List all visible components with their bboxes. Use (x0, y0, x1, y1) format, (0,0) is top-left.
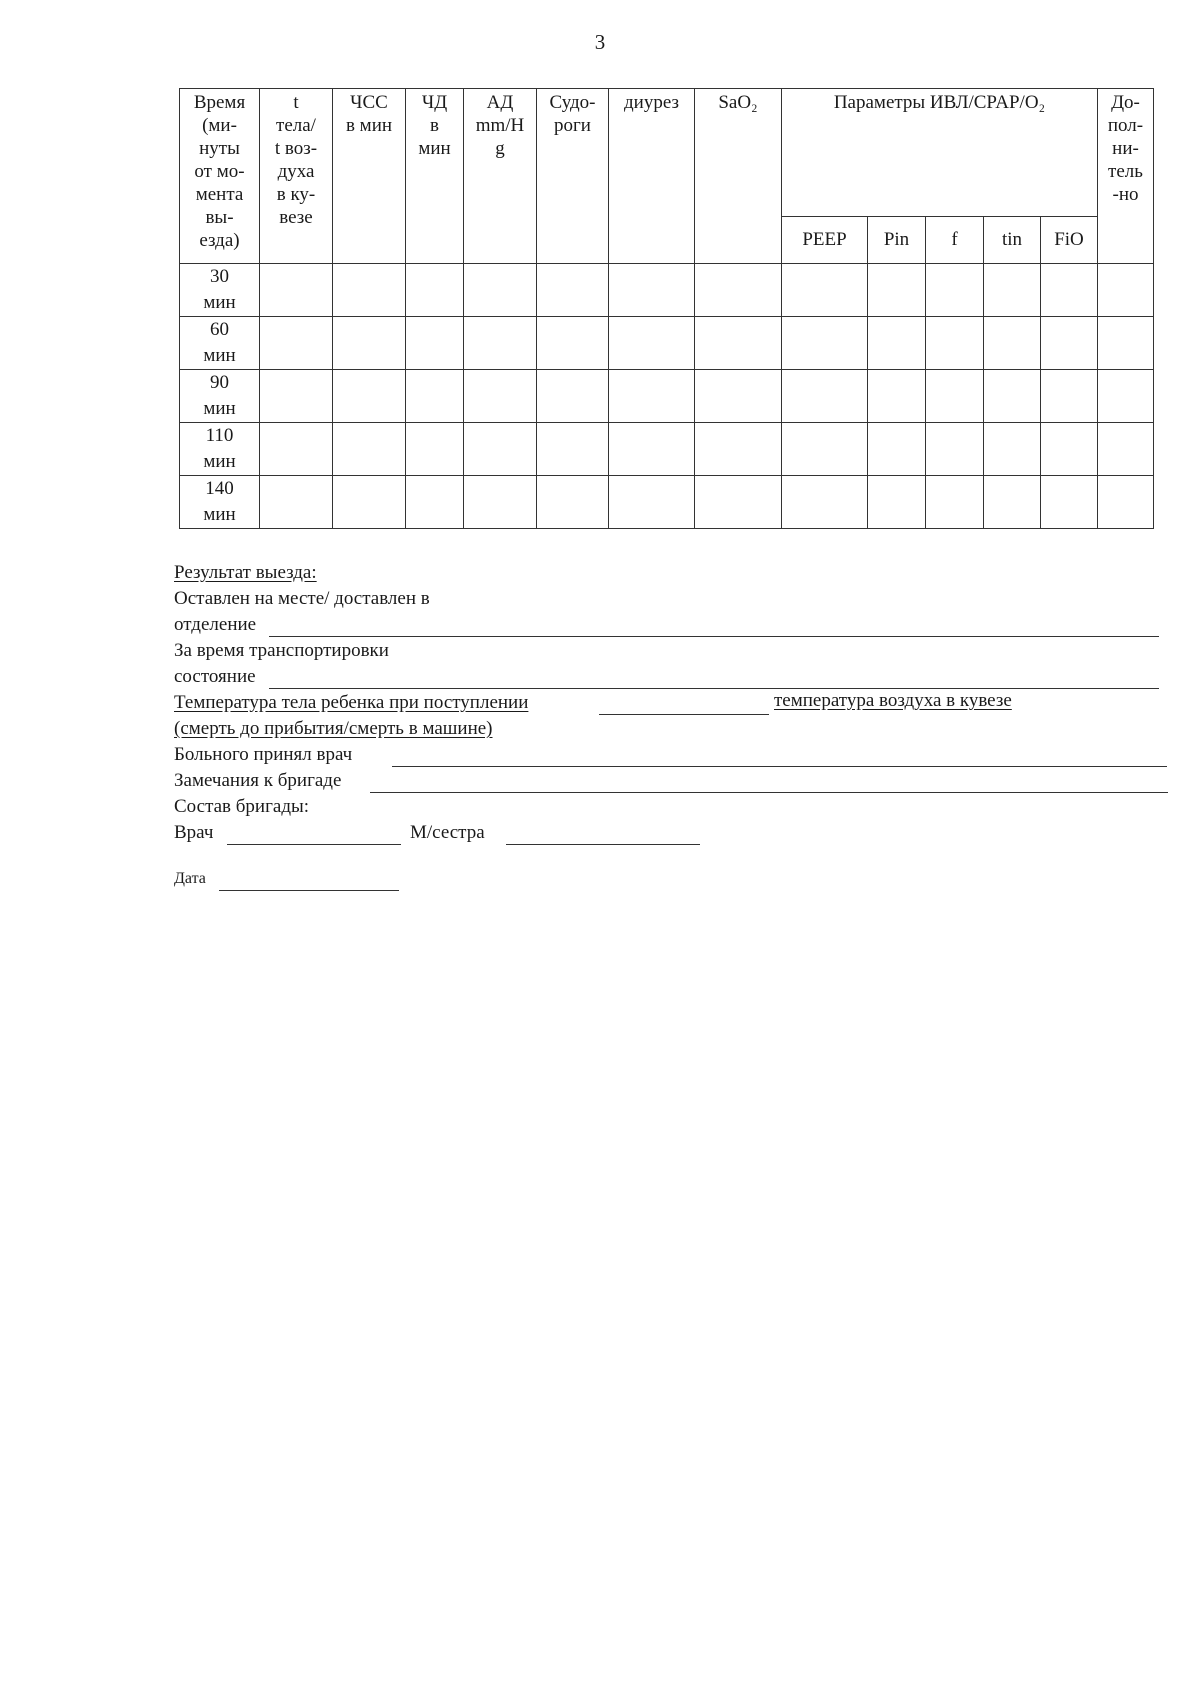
header-seizures-line: Судо- (549, 92, 596, 113)
header-temperature-line: везе (279, 207, 313, 228)
data-cell[interactable] (537, 423, 609, 476)
table-row (180, 476, 1154, 529)
data-cell[interactable] (926, 264, 984, 317)
header-ventilation: Параметры ИВЛ/CPAP/O₂ (782, 89, 1098, 217)
data-cell[interactable] (260, 423, 333, 476)
data-cell[interactable] (260, 317, 333, 370)
date-field[interactable] (219, 890, 399, 891)
team-label: Состав бригады: (174, 796, 310, 817)
data-cell[interactable] (1041, 476, 1098, 529)
data-cell[interactable] (984, 476, 1041, 529)
data-cell[interactable] (464, 476, 537, 529)
data-cell[interactable] (333, 264, 406, 317)
data-cell[interactable] (333, 476, 406, 529)
header-additional (1098, 89, 1154, 264)
condition-label: состояние (174, 666, 256, 687)
data-cell[interactable] (984, 317, 1041, 370)
data-cell[interactable] (695, 317, 782, 370)
data-cell[interactable] (926, 476, 984, 529)
data-cell[interactable] (333, 423, 406, 476)
received-by-field[interactable] (392, 766, 1167, 767)
header-diuresis: диурез (609, 89, 695, 264)
header-temperature-line: в ку- (276, 184, 316, 205)
data-cell[interactable] (984, 423, 1041, 476)
data-cell[interactable] (1098, 423, 1154, 476)
table-row (180, 264, 1154, 317)
header-seizures (537, 89, 609, 264)
header-additional-line: ни- (1112, 138, 1139, 159)
header-temperature-line: тела/ (276, 115, 316, 136)
header-tin: tin (984, 217, 1041, 264)
data-cell[interactable] (984, 264, 1041, 317)
data-cell[interactable] (1041, 264, 1098, 317)
data-cell[interactable] (926, 423, 984, 476)
data-cell[interactable] (782, 264, 868, 317)
data-cell[interactable] (1098, 370, 1154, 423)
date-label: Дата (174, 870, 206, 887)
time-label: мин (203, 504, 236, 525)
data-cell[interactable] (695, 423, 782, 476)
data-cell[interactable] (406, 370, 464, 423)
time-label: мин (203, 345, 236, 366)
page-number: 3 (594, 30, 606, 54)
header-blood-pressure-line: g (495, 138, 505, 159)
header-sao2: SaO₂ (695, 89, 782, 264)
header-additional-line: До- (1111, 92, 1140, 113)
header-time (180, 89, 260, 264)
time-label: 90 (210, 372, 229, 393)
header-additional-line: -но (1112, 184, 1139, 205)
data-cell[interactable] (609, 423, 695, 476)
time-cell (180, 423, 260, 476)
data-cell[interactable] (782, 423, 868, 476)
table-row (180, 370, 1154, 423)
data-cell[interactable] (609, 370, 695, 423)
header-heart-rate-line: в мин (345, 115, 393, 136)
data-cell[interactable] (609, 476, 695, 529)
data-cell[interactable] (260, 370, 333, 423)
result-title: Результат выезда: (174, 562, 317, 583)
death-note: (смерть до прибытия/смерть в машине) (174, 718, 493, 739)
nurse-label: М/сестра (410, 822, 485, 843)
remarks-label: Замечания к бригаде (174, 770, 342, 791)
data-cell[interactable] (406, 476, 464, 529)
header-time-line: нуты (199, 138, 240, 159)
data-cell[interactable] (782, 370, 868, 423)
header-additional-line: пол- (1107, 115, 1144, 136)
header-time-line: вы- (205, 207, 234, 228)
header-time-line: мента (195, 184, 244, 205)
data-cell[interactable] (464, 264, 537, 317)
data-cell[interactable] (464, 423, 537, 476)
data-cell[interactable] (984, 370, 1041, 423)
nurse-field[interactable] (506, 844, 700, 845)
data-cell[interactable] (609, 317, 695, 370)
data-cell[interactable] (537, 370, 609, 423)
header-additional-line: тель (1108, 161, 1143, 182)
monitoring-table (179, 88, 1154, 529)
header-pin: Pin (868, 217, 926, 264)
doctor-field[interactable] (227, 844, 401, 845)
remarks-field[interactable] (370, 792, 1168, 793)
received-by-label: Больного принял врач (174, 744, 353, 765)
header-heart-rate (333, 89, 406, 264)
data-cell[interactable] (782, 476, 868, 529)
data-cell[interactable] (464, 370, 537, 423)
air-temperature-label: температура воздуха в кувезе (774, 690, 1012, 711)
doctor-label: Врач (174, 822, 214, 843)
header-seizures-line: роги (554, 115, 591, 136)
time-label: мин (203, 451, 236, 472)
time-cell (180, 317, 260, 370)
data-cell[interactable] (1098, 317, 1154, 370)
table-row (180, 317, 1154, 370)
header-respiratory-rate-line: ЧД (421, 92, 448, 113)
header-temperature-line: духа (277, 161, 315, 182)
data-cell[interactable] (695, 264, 782, 317)
header-blood-pressure-line: mm/H (475, 115, 525, 136)
data-cell[interactable] (537, 264, 609, 317)
header-temperature-line: t (293, 92, 299, 113)
data-cell[interactable] (868, 370, 926, 423)
data-cell[interactable] (1098, 476, 1154, 529)
header-temperature-line: t воз- (274, 138, 318, 159)
data-cell[interactable] (406, 317, 464, 370)
data-cell[interactable] (260, 476, 333, 529)
data-cell[interactable] (1041, 423, 1098, 476)
data-cell[interactable] (1098, 264, 1154, 317)
header-peep: PEEP (782, 217, 868, 264)
data-cell[interactable] (464, 317, 537, 370)
header-time-line: езда) (199, 230, 240, 251)
left-or-delivered-label: Оставлен на месте/ доставлен в (174, 588, 430, 609)
data-cell[interactable] (926, 317, 984, 370)
header-temperature (260, 89, 333, 264)
data-cell[interactable] (537, 317, 609, 370)
data-cell[interactable] (333, 370, 406, 423)
data-cell[interactable] (868, 423, 926, 476)
header-respiratory-rate (406, 89, 464, 264)
time-cell (180, 264, 260, 317)
body-temperature-field[interactable] (599, 714, 769, 715)
time-cell (180, 476, 260, 529)
header-f: f (926, 217, 984, 264)
department-label: отделение (174, 614, 257, 635)
header-time-line: Время (193, 92, 246, 113)
data-cell[interactable] (609, 264, 695, 317)
time-label: мин (203, 292, 236, 313)
data-cell[interactable] (782, 317, 868, 370)
header-blood-pressure (464, 89, 537, 264)
data-cell[interactable] (926, 370, 984, 423)
body-temperature-label: Температура тела ребенка при поступлении (174, 692, 529, 713)
header-time-line: от мо- (194, 161, 245, 182)
header-respiratory-rate-line: в (430, 115, 439, 136)
data-cell[interactable] (695, 370, 782, 423)
table-body (180, 264, 1154, 529)
table-row (180, 423, 1154, 476)
data-cell[interactable] (260, 264, 333, 317)
header-respiratory-rate-line: мин (418, 138, 451, 159)
during-transport-label: За время транспортировки (174, 640, 389, 661)
condition-field[interactable] (269, 688, 1159, 689)
data-cell[interactable] (695, 476, 782, 529)
time-label: 30 (210, 266, 229, 287)
department-field[interactable] (269, 636, 1159, 637)
time-label: 110 (205, 425, 234, 446)
header-blood-pressure-line: АД (486, 92, 514, 113)
data-cell[interactable] (868, 264, 926, 317)
data-cell[interactable] (1041, 370, 1098, 423)
data-cell[interactable] (406, 264, 464, 317)
time-cell (180, 370, 260, 423)
data-cell[interactable] (537, 476, 609, 529)
header-time-line: (ми- (202, 115, 237, 136)
time-label: мин (203, 398, 236, 419)
data-cell[interactable] (868, 476, 926, 529)
header-heart-rate-line: ЧСС (350, 92, 388, 113)
time-label: 140 (205, 478, 234, 499)
data-cell[interactable] (1041, 317, 1098, 370)
data-cell[interactable] (333, 317, 406, 370)
data-cell[interactable] (406, 423, 464, 476)
time-label: 60 (210, 319, 229, 340)
header-fio: FiO (1041, 217, 1098, 264)
data-cell[interactable] (868, 317, 926, 370)
